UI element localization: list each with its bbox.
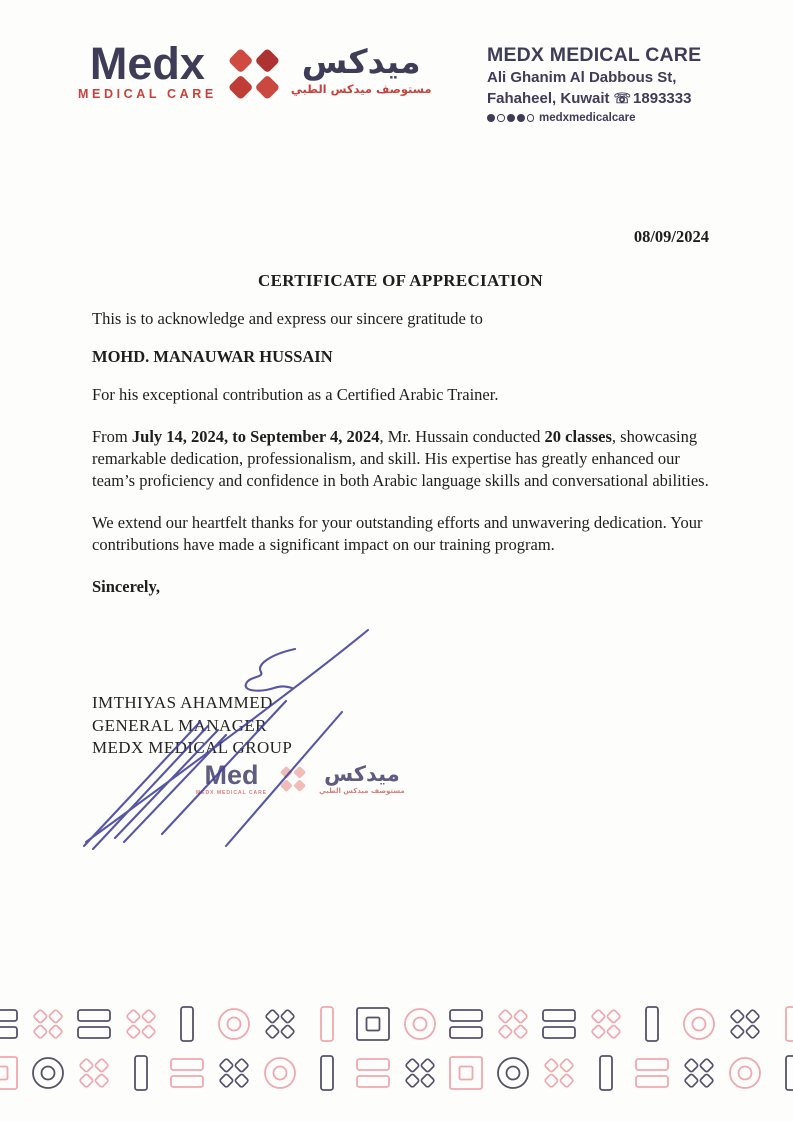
company-stamp [196, 762, 405, 796]
medx-cross-icon [226, 46, 282, 102]
signer-organization: MEDX MEDICAL GROUP [92, 738, 293, 757]
company-name: MEDX MEDICAL CARE [487, 44, 702, 66]
donut-outline-icon [496, 1051, 530, 1095]
facebook-icon [487, 114, 495, 122]
cross-outline-icon [31, 1002, 65, 1046]
closing: Sincerely, [92, 577, 160, 596]
cross-outline-icon [124, 1002, 158, 1046]
donut-outline-icon [728, 1051, 762, 1095]
medx-logo-arabic-wordmark: ميدكس [301, 42, 421, 81]
snapchat-icon [527, 114, 535, 122]
cross-outline-icon [496, 1002, 530, 1046]
cross-outline-icon [403, 1051, 437, 1095]
vbar-outline-icon [124, 1051, 158, 1095]
vbar-outline-icon [635, 1002, 669, 1046]
phone-number: 1893333 [633, 90, 692, 107]
boxbox-outline-icon [0, 1051, 18, 1095]
pattern-row-2 [0, 1051, 793, 1095]
letter-date: 08/09/2024 [633, 227, 709, 246]
cross-outline-icon [542, 1051, 576, 1095]
donut-outline-icon [217, 1002, 251, 1046]
medx-logo-wordmark: Medx [89, 38, 205, 89]
bars-outline-icon [449, 1002, 483, 1046]
vbar-outline-icon [589, 1051, 623, 1095]
signer-title: GENERAL MANAGER [92, 715, 267, 735]
cross-outline-icon [263, 1002, 297, 1046]
stamp-arabic-wordmark: ميدكس [324, 762, 400, 786]
youtube-icon [517, 114, 525, 122]
address-line-1: Ali Ghanim Al Dabbous St, [487, 69, 677, 86]
recipient-name: MOHD. MANAUWAR HUSSAIN [92, 347, 333, 366]
address-line-2 [487, 89, 705, 108]
vbar-outline-icon [310, 1002, 344, 1046]
phone-icon: ☏ [613, 90, 632, 106]
letterhead-contact [487, 44, 705, 124]
cross-outline-icon [728, 1002, 762, 1046]
bars-outline-icon [356, 1051, 390, 1095]
detail-paragraph: From July 14, 2024, to September 4, 2024, Mr. Hussain conducted 20 classes, showcasing remarkable dedication, professionalism, and skill. His expertise has greatly enhanced our team’s proficiency and confidence in both Arabic language skills and conversational abilities. [92, 427, 709, 490]
bars-outline-icon [77, 1002, 111, 1046]
twitter-icon [497, 114, 505, 122]
stamp-english [196, 762, 267, 796]
vbar-outline-icon [170, 1002, 204, 1046]
bars-outline-icon [542, 1002, 576, 1046]
letter-body [0, 226, 793, 598]
city-country: Fahaheel, Kuwait [487, 90, 610, 107]
stamp-wordmark: Med [204, 760, 259, 790]
medx-logo-tagline: MEDICAL CARE [78, 87, 217, 101]
stamp-tagline: MEDX MEDICAL CARE [196, 790, 268, 796]
thanks-paragraph: We extend our heartfelt thanks for your outstanding efforts and unwavering dedication. Your contributions have made a significant impact on our training program. [92, 513, 703, 554]
stamp-cross-icon [279, 765, 307, 793]
social-row [487, 112, 705, 124]
stamp-arabic-tagline: مستوصف ميدكس الطبي [319, 787, 405, 795]
medx-logo-arabic-tagline: مستوصف ميدكس الطبي [290, 82, 432, 96]
donut-outline-icon [263, 1051, 297, 1095]
instagram-icon [507, 114, 515, 122]
stamp-arabic [319, 762, 405, 795]
cross-outline-icon [589, 1002, 623, 1046]
certificate-title: CERTIFICATE OF APPRECIATION [258, 271, 543, 290]
cross-outline-icon [682, 1051, 716, 1095]
reason-paragraph: For his exceptional contribution as a Certified Arabic Trainer. [92, 385, 499, 404]
boxbox-outline-icon [356, 1002, 390, 1046]
vbar-outline-icon [310, 1051, 344, 1095]
bars-outline-icon [635, 1051, 669, 1095]
bars-outline-icon [0, 1002, 18, 1046]
vbar-outline-icon [775, 1051, 793, 1095]
letterhead [0, 0, 793, 124]
pattern-row-1 [0, 1002, 793, 1046]
donut-outline-icon [403, 1002, 437, 1046]
medx-logo-english [78, 38, 217, 101]
decorative-footer-pattern [0, 1002, 793, 1095]
intro-paragraph: This is to acknowledge and express our sincere gratitude to [92, 309, 483, 328]
donut-outline-icon [31, 1051, 65, 1095]
bars-outline-icon [170, 1051, 204, 1095]
donut-outline-icon [682, 1002, 716, 1046]
cross-outline-icon [77, 1051, 111, 1095]
vbar-outline-icon [775, 1002, 793, 1046]
medx-logo [78, 38, 432, 102]
social-icons [487, 114, 534, 122]
signer-name: IMTHIYAS AHAMMED [92, 693, 273, 712]
signature-block [92, 692, 292, 760]
social-handle: medxmedicalcare [539, 112, 636, 124]
signature-area [0, 604, 793, 856]
medx-logo-arabic [291, 44, 432, 96]
cross-outline-icon [217, 1051, 251, 1095]
boxbox-outline-icon [449, 1051, 483, 1095]
